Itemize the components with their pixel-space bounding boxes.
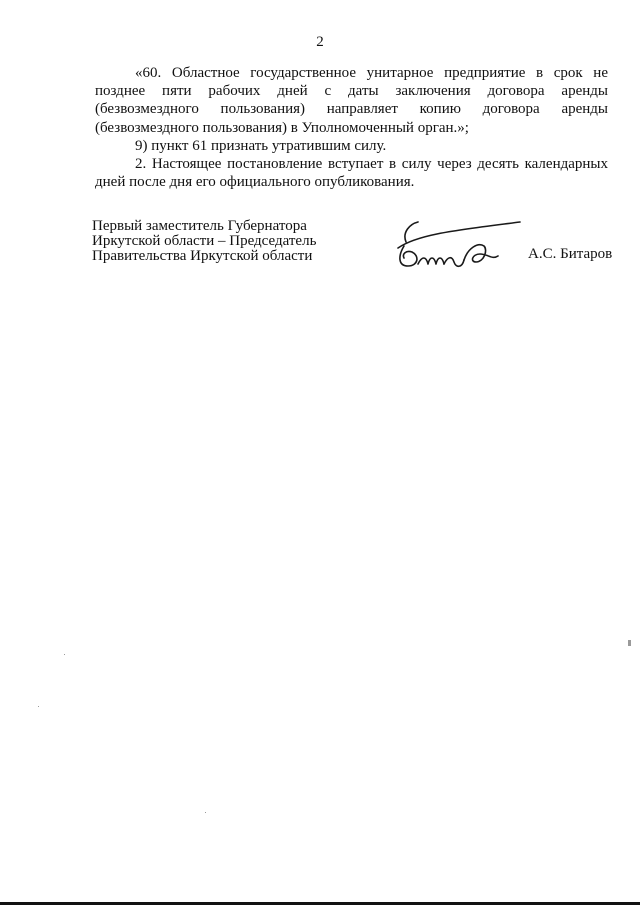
signatory-title-line: Правительства Иркутской области xyxy=(92,248,313,264)
document-body xyxy=(95,64,608,191)
scan-speck xyxy=(64,654,65,655)
signatory-title xyxy=(92,219,316,264)
signatory-title-line: Первый заместитель Губернатора xyxy=(92,218,307,234)
handwritten-signature xyxy=(388,212,528,274)
scan-speck xyxy=(628,640,631,646)
page-number: 2 xyxy=(316,34,324,50)
signatory-title-line: Иркутской области – Председатель xyxy=(92,233,317,249)
scan-speck xyxy=(38,706,39,707)
signer-name: А.С. Битаров xyxy=(528,246,613,262)
paragraph-item-9: 9) пункт 61 признать утратившим силу. xyxy=(135,137,387,154)
scan-speck xyxy=(205,812,206,813)
paragraph-item-60: «60. Областное государственное унитарное предприятие в срок не позднее пяти рабочих дней с даты заключения договора аренды (безвозмездного пользования) направляет копию договора аренды (безвозмездного пользования) в Уполномоченный орган.»; xyxy=(95,65,608,136)
paragraph-effective-date: 2. Настоящее постановление вступает в силу через десять календарных дней после дня его официального опубликования. xyxy=(95,156,608,191)
